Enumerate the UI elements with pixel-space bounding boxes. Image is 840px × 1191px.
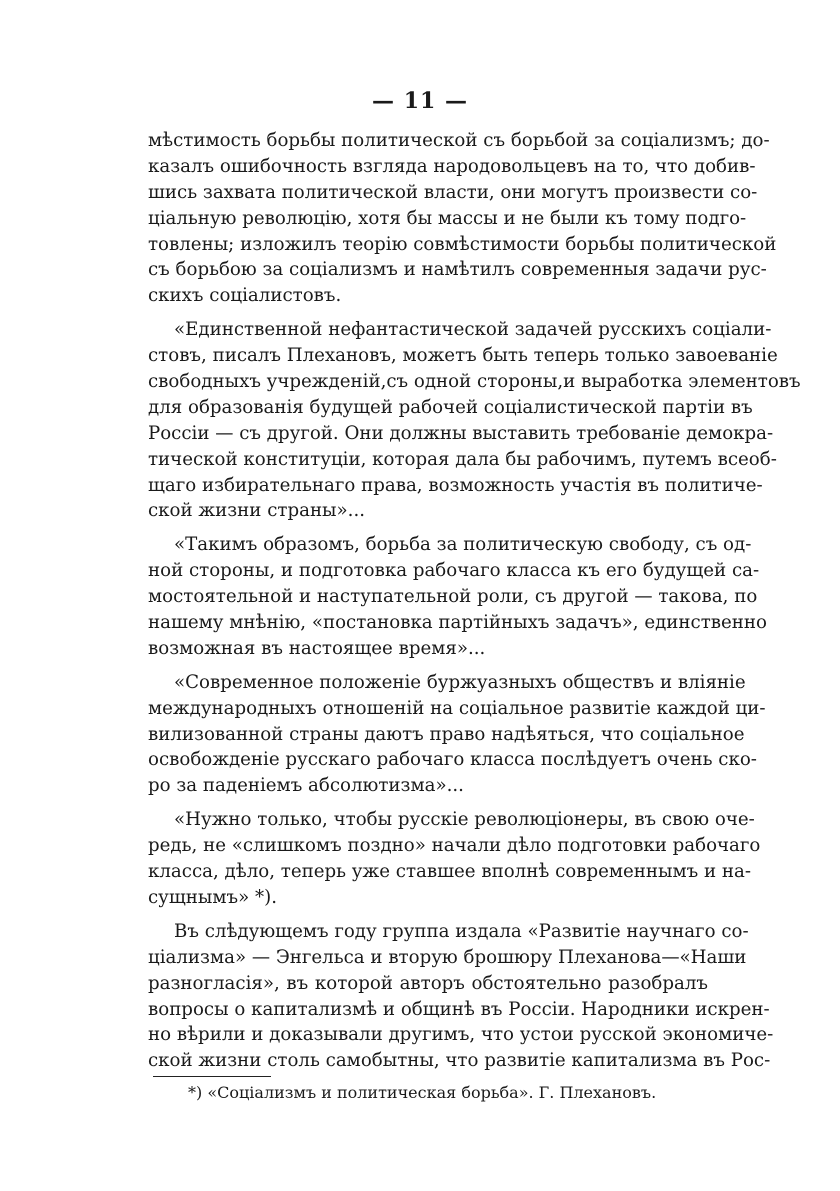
text-line: ро за паденіемъ абсолютизма»...	[148, 775, 464, 797]
text-line: ціальную революцію, хотя бы массы и не были къ тому подго-	[148, 207, 747, 229]
text-line: «Современное положеніе буржуазныхъ обществъ и вліяніе	[174, 671, 746, 693]
text-line: мостоятельной и наступательной роли, съ другой — такова, по	[148, 586, 758, 608]
paragraph	[148, 128, 777, 309]
paragraph	[148, 532, 767, 661]
text-line: вопросы о капитализмѣ и общинѣ въ Россіи. Народники искрен-	[148, 998, 770, 1020]
text-line: ціализма» — Энгельса и вторую брошюру Плеханова—«Наши	[148, 946, 747, 968]
text-line: возможная въ настоящее время»...	[148, 637, 486, 659]
text-line: Въ слѣдующемъ году группа издала «Развитіе научнаго со-	[174, 920, 749, 942]
text-line: съ борьбою за соціализмъ и намѣтилъ современныя задачи рус-	[148, 259, 767, 281]
text-line: мѣстимость борьбы политической съ борьбой за соціализмъ; до-	[148, 130, 770, 151]
text-line: свободныхъ учрежденій,съ одной стороны,и выработка элементовъ	[148, 371, 801, 393]
text-line: класса, дѣло, теперь уже ставшее вполнѣ современнымъ и на-	[148, 861, 751, 883]
paragraph	[148, 670, 766, 799]
text-line: ской жизни страны»...	[148, 500, 366, 522]
text-line: скихъ соціалистовъ.	[148, 285, 342, 307]
text-line: международныхъ отношеній на соціальное развитіе каждой ци-	[148, 697, 766, 719]
text-line: товлены; изложилъ теорію совмѣстимости борьбы политической	[148, 233, 777, 255]
paragraph	[148, 317, 801, 524]
text-line: вилизованной страны даютъ право надѣяться, что соціальное	[148, 723, 745, 745]
text-line: разногласія», въ которой авторъ обстоятельно разобралъ	[148, 972, 708, 994]
text-line: ной стороны, и подготовка рабочаго класса къ его будущей са-	[148, 560, 760, 582]
text-line: стовъ, писалъ Плехановъ, можетъ быть теперь только завоеваніе	[148, 345, 778, 367]
text-line: для образованія будущей рабочей соціалистической партіи въ	[148, 396, 753, 418]
text-line: «Такимъ образомъ, борьба за политическую свободу, съ од-	[174, 534, 752, 556]
paragraph	[148, 807, 761, 911]
text-line: щаго избирательнаго права, возможность участія въ политиче-	[148, 474, 763, 496]
text-line: сущнымъ» *).	[148, 886, 277, 908]
text-line: освобожденіе русскаго рабочаго класса послѣдуетъ очень ско-	[148, 749, 757, 771]
text-line: «Единственной нефантастической задачей русскихъ соціали-	[174, 319, 772, 341]
footnote: *) «Соціализмъ и политическая борьба». Г. Плехановъ.	[188, 1083, 657, 1102]
paragraph	[148, 919, 774, 1074]
text-line: Россіи — съ другой. Они должны выставить требованіе демокра-	[148, 422, 774, 444]
page-number: — 11 —	[372, 88, 468, 114]
text-line: редь, не «слишкомъ поздно» начали дѣло подготовки рабочаго	[148, 835, 761, 857]
text-line: казалъ ошибочность взгляда народовольцевъ на то, что добив-	[148, 155, 756, 177]
text-line: нашему мнѣнію, «постановка партійныхъ задачъ», единственно	[148, 612, 767, 634]
text-line: тической конституціи, которая дала бы рабочимъ, путемъ всеоб-	[148, 448, 777, 470]
text-line: ской жизни столь самобытны, что развитіе капитализма въ Рос-	[148, 1050, 771, 1072]
body-text	[148, 128, 801, 1082]
text-line: но вѣрили и доказывали другимъ, что устои русской экономиче-	[148, 1024, 774, 1046]
footnote-rule	[153, 1076, 271, 1077]
text-line: шись захвата политической власти, они могутъ произвести со-	[148, 181, 758, 203]
text-line: «Нужно только, чтобы русскіе революціонеры, въ свою оче-	[174, 809, 755, 831]
